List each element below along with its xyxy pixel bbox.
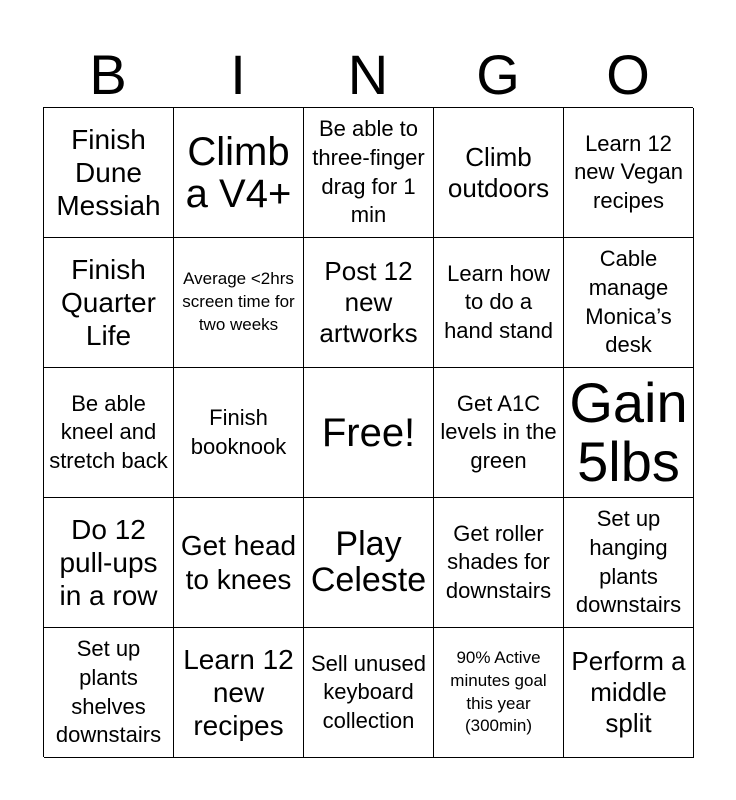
bingo-cell-label: Finish booknook — [190, 404, 287, 459]
bingo-cell-8[interactable] — [304, 238, 434, 368]
bingo-cell-label: Set up plants shelves downstairs — [55, 636, 162, 748]
bingo-cell-5[interactable] — [564, 108, 694, 238]
bingo-cell-7[interactable] — [174, 238, 304, 368]
bingo-cell-11[interactable] — [44, 368, 174, 498]
bingo-cell-13[interactable] — [304, 368, 434, 498]
bingo-cell-20[interactable] — [564, 498, 694, 628]
bingo-cell-label: Finish Dune Messiah — [56, 123, 161, 222]
bingo-cell-22[interactable] — [174, 628, 304, 758]
bingo-cell-label: Sell unused keyboard collection — [311, 650, 426, 733]
bingo-cell-21[interactable] — [44, 628, 174, 758]
bingo-cell-label: Cable manage Monica’s desk — [585, 246, 672, 358]
bingo-cell-label: Learn how to do a hand stand — [444, 260, 553, 343]
bingo-cell-label: Climb outdoors — [447, 141, 550, 203]
bingo-cell-label: Set up hanging plants downstairs — [575, 506, 682, 618]
bingo-cell-label: Get head to knees — [180, 530, 297, 595]
bingo-cell-label: Play Celeste — [310, 524, 427, 599]
header-letter-o: O — [606, 43, 650, 106]
bingo-cell-label: Get A1C levels in the green — [440, 390, 557, 473]
bingo-cell-2[interactable] — [174, 108, 304, 238]
bingo-cell-4[interactable] — [434, 108, 564, 238]
header-letter-g: G — [476, 43, 520, 106]
bingo-cell-label: Perform a middle split — [571, 646, 686, 738]
bingo-cell-1[interactable] — [44, 108, 174, 238]
bingo-cell-label: Do 12 pull-ups in a row — [59, 513, 158, 612]
bingo-cell-14[interactable] — [434, 368, 564, 498]
bingo-cell-24[interactable] — [434, 628, 564, 758]
bingo-cell-10[interactable] — [564, 238, 694, 368]
bingo-cell-label: Gain 5lbs — [569, 370, 688, 493]
bingo-cell-17[interactable] — [174, 498, 304, 628]
header-letter-i: I — [230, 43, 246, 106]
bingo-cell-19[interactable] — [434, 498, 564, 628]
bingo-cell-23[interactable] — [304, 628, 434, 758]
bingo-cell-18[interactable] — [304, 498, 434, 628]
bingo-cell-label: 90% Active minutes goal this year (300min) — [450, 647, 547, 736]
bingo-cell-label: Finish Quarter Life — [61, 253, 156, 352]
bingo-cell-3[interactable] — [304, 108, 434, 238]
bingo-cell-label: Learn 12 new recipes — [183, 643, 294, 742]
header-letter-n: N — [347, 43, 389, 106]
bingo-cell-15[interactable] — [564, 368, 694, 498]
bingo-cell-25[interactable] — [564, 628, 694, 758]
bingo-cell-label: Free! — [321, 410, 416, 455]
bingo-cell-label: Post 12 new artworks — [319, 256, 418, 348]
bingo-cell-16[interactable] — [44, 498, 174, 628]
bingo-cell-9[interactable] — [434, 238, 564, 368]
bingo-cell-label: Be able kneel and stretch back — [49, 390, 168, 473]
header-letter-b: B — [89, 43, 127, 106]
bingo-cell-6[interactable] — [44, 238, 174, 368]
bingo-cell-label: Get roller shades for downstairs — [445, 520, 552, 603]
bingo-header — [43, 44, 693, 106]
bingo-cell-label: Be able to three-finger drag for 1 min — [312, 116, 425, 228]
bingo-cell-label: Climb a V4+ — [185, 129, 292, 216]
bingo-cell-label: Average <2hrs screen time for two weeks — [182, 269, 295, 334]
bingo-cell-12[interactable] — [174, 368, 304, 498]
bingo-cell-label: Learn 12 new Vegan recipes — [574, 130, 683, 213]
bingo-board — [43, 107, 693, 757]
